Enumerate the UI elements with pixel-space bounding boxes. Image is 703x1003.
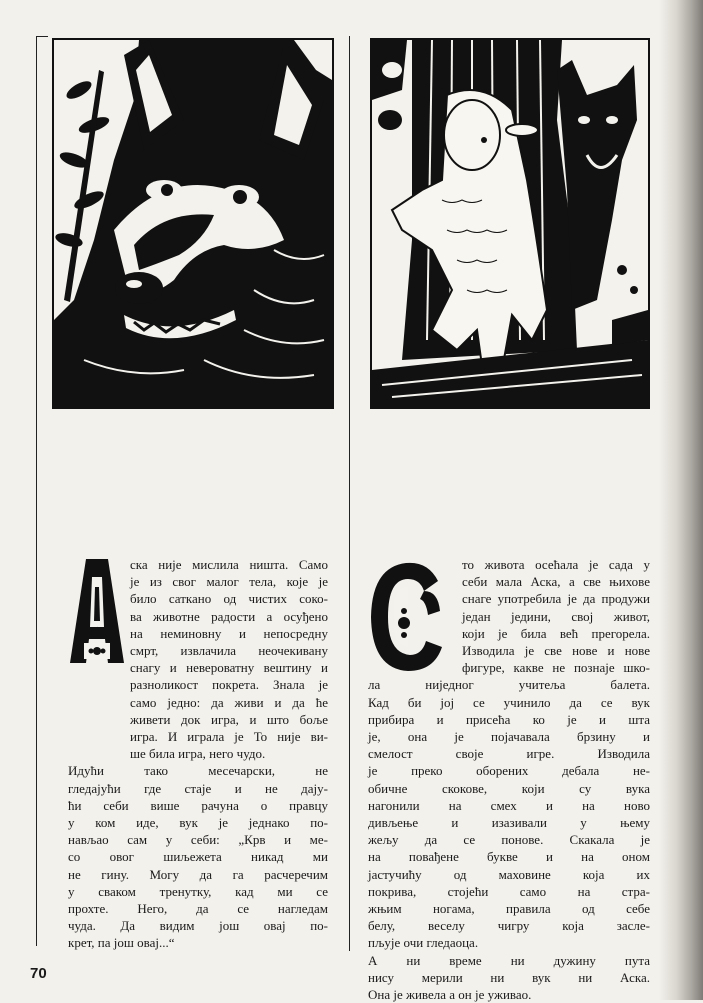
text-line: гледајући где стаје и не дају- (68, 780, 328, 796)
text-line: је из свог малог тела, које је (130, 574, 328, 590)
text-line: Кад би јој се учинило да се вук (368, 694, 650, 710)
text-line: снагу и невероватну вештину и (130, 660, 328, 676)
ornamental-letter-s-icon (368, 561, 446, 673)
text-line: је, она је појачавала брзину и (368, 729, 650, 745)
text-line: жњим ногама, правила од себе (368, 901, 650, 917)
text-line: то живота осећала је сада у (462, 557, 650, 572)
text-line: белу, веселу чигру која засле- (368, 918, 650, 934)
text-line: А ни време ни дужину пута (368, 952, 650, 968)
wolf-illustration (52, 38, 334, 409)
text-line: жељу да се понове. Скакала је (368, 832, 650, 848)
text-line: Идући тако месечарски, не (68, 763, 328, 779)
text-line: у сваком тренутку, кад ми се (68, 883, 328, 899)
text-line: нављао сам у себи: „Крв и ме- (68, 832, 328, 848)
text-line: смелост своје игре. Изводила (368, 746, 650, 762)
text-line: на повађене букве и на оном (368, 849, 650, 865)
text-line: фигуре, какве не познаје шко- (462, 660, 650, 676)
text-line: Изводила је све нове и нове (462, 643, 650, 659)
text-line: себи мала Аска, а све њихове (462, 574, 650, 590)
text-line: крет, па још овај...“ (68, 935, 175, 951)
text-line: прибира и присећа ко је и шта (368, 711, 650, 727)
text-line: на неминовну и непосредну (130, 625, 328, 641)
text-line: покрива, стојећи само на стра- (368, 883, 650, 899)
dropcap-s (368, 561, 446, 673)
text-line: у ком иде, вук је једнако по- (68, 815, 328, 831)
text-line: ва животне радости а осуђено (130, 608, 328, 624)
text-line: смрт, извлачила неочекивану (130, 643, 328, 659)
text-line: снаге употребила је да продужи (462, 591, 650, 607)
text-line: живети док игра, и што боље (130, 711, 328, 727)
center-rule (349, 36, 350, 951)
text-line: обичне скокове, који су вука (368, 780, 650, 796)
lamb-wolf-tree-woodcut-icon (372, 40, 648, 407)
text-line: Она је живела а он је уживао. (368, 987, 532, 1003)
top-rule (36, 36, 48, 37)
text-line: јастучићу од маховине која их (368, 866, 650, 882)
text-line: ла ниједног учитеља балета. (368, 677, 650, 693)
left-rule (36, 36, 37, 946)
left-text-column (68, 556, 328, 952)
text-line: не гину. Могу да га расчеречим (68, 866, 328, 882)
text-line: један једини, свој живот, (462, 608, 650, 624)
dropcap-a (68, 557, 126, 665)
text-line: пљује очи гледаоца. (368, 935, 479, 951)
text-line: разноликост покрета. Знала је (130, 677, 328, 693)
text-line: игра. И играла је То није ви- (130, 729, 328, 745)
text-line: нису мерили ни вук ни Аска. (368, 969, 650, 985)
book-spine-shadow (659, 0, 703, 1000)
svg-text:А: А (97, 627, 98, 628)
text-line: прохте. Него, да се нагледам (68, 901, 328, 917)
text-line: ска није мислила ништа. Само (130, 557, 328, 572)
text-line: само једно: да живи и да ће (130, 694, 328, 710)
lamb-wolf-illustration (370, 38, 650, 409)
text-line: је преко оборених дебала не- (368, 763, 650, 779)
right-text-column (368, 556, 650, 1003)
text-line: дивљење и изазивали у њему (368, 815, 650, 831)
svg-text:С: С (404, 623, 405, 624)
text-line: било саткано од чистих соко- (130, 591, 328, 607)
text-line: ше била игра, него чудо. (130, 746, 266, 762)
text-line: који је била већ прегорела. (462, 625, 650, 641)
text-line: чуда. Да видим још овај по- (68, 918, 328, 934)
ornamental-letter-a-icon (68, 557, 126, 665)
text-line: нагонили на смех и на ново (368, 797, 650, 813)
text-line: со овог шиљежета никад ми (68, 849, 328, 865)
text-line: ћи себи више рачуна о правцу (68, 797, 328, 813)
wolf-head-woodcut-icon (54, 40, 332, 407)
page-number: 70 (30, 965, 47, 982)
